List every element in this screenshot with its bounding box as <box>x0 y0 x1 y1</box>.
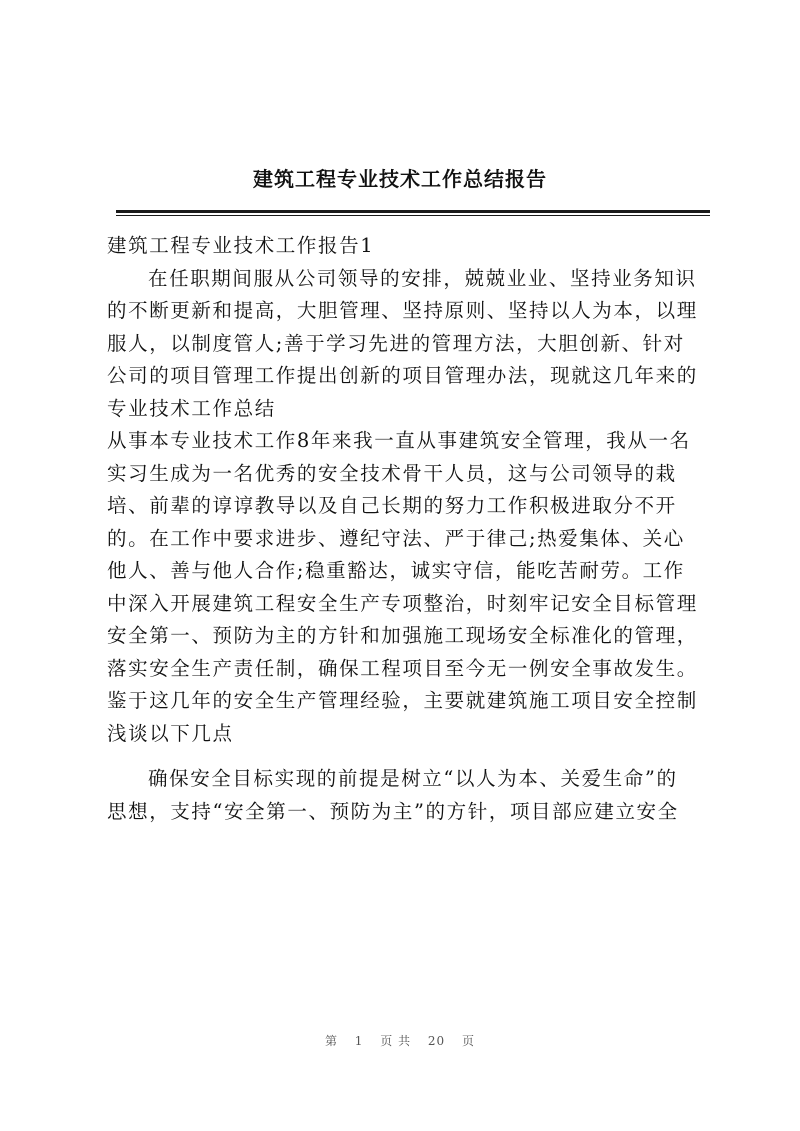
paragraph-line: 专业技术工作总结 <box>107 396 276 420</box>
document-title: 建筑工程专业技术工作总结报告 <box>253 167 547 191</box>
paragraph-line: 安全第一、预防为主的方针和加强施工现场安全标准化的管理， <box>107 624 698 647</box>
title-rule-thick <box>116 210 710 213</box>
paragraph-line: 培、前辈的谆谆教导以及自己长期的努力工作积极进取分不开 <box>107 494 677 517</box>
paragraph-line: 实习生成为一名优秀的安全技术骨干人员，这与公司领导的栽 <box>107 461 677 485</box>
footer-middle: 页 共 <box>380 1034 412 1048</box>
document-body <box>107 230 711 828</box>
paragraph-spacer <box>107 750 711 763</box>
paragraph-line: 中深入开展建筑工程安全生产专项整治，时刻牢记安全目标管理 <box>107 591 698 615</box>
paragraph-line: 确保安全目标实现的前提是树立“以人为本、关爱生命”的 <box>148 767 678 790</box>
paragraph-line: 服人，以制度管人;善于学习先进的管理方法，大胆创新、针对 <box>107 331 685 355</box>
section-heading: 建筑工程专业技术工作报告1 <box>107 234 375 257</box>
footer-prefix: 第 <box>324 1034 338 1048</box>
footer-page-number: 1 <box>354 1034 364 1048</box>
paragraph-line: 在任职期间服从公司领导的安排，兢兢业业、坚持业务知识 <box>148 266 697 290</box>
paragraph-line: 鉴于这几年的安全生产管理经验，主要就建筑施工项目安全控制 <box>107 689 698 712</box>
page-footer <box>0 1032 800 1049</box>
paragraph-line: 从事本专业技术工作8年来我一直从事建筑安全管理，我从一名 <box>107 429 691 452</box>
paragraph-line: 思想，支持“安全第一、预防为主”的方针，项目部应建立安全 <box>107 799 679 823</box>
paragraph-line: 的不断更新和提高，大胆管理、坚持原则、坚持以人为本，以理 <box>107 299 698 322</box>
footer-total-pages: 20 <box>427 1034 446 1048</box>
paragraph-line: 公司的项目管理工作提出创新的项目管理办法，现就这几年来的 <box>107 364 698 387</box>
paragraph-line: 的。在工作中要求进步、遵纪守法、严于律己;热爱集体、关心 <box>107 526 685 550</box>
footer-suffix: 页 <box>462 1034 476 1048</box>
paragraph-line: 他人、善与他人合作;稳重豁达，诚实守信，能吃苦耐劳。工作 <box>107 559 685 582</box>
paragraph-line: 浅谈以下几点 <box>107 721 234 745</box>
title-rule-thin <box>116 215 710 216</box>
paragraph-line: 落实安全生产责任制，确保工程项目至今无一例安全事故发生。 <box>107 656 698 680</box>
